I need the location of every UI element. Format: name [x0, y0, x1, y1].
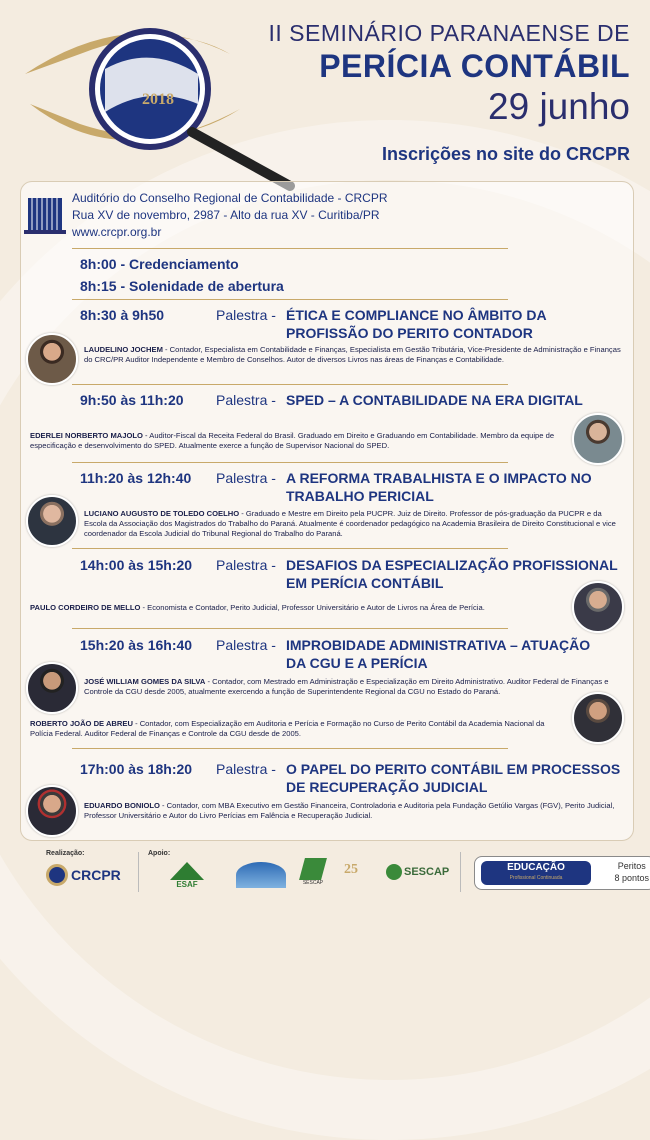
speaker-bio: EDERLEI NORBERTO MAJOLO - Auditor-Fiscal da Receita Federal do Brasil. Graduado em Direito e Graduando em Contabilidade. Membro da equipe de especificação e desenvolvimento do SPED. Atualmente exerce a função de Supervisor Nacional do SPED. — [30, 431, 555, 450]
speaker-photo — [26, 333, 78, 385]
ministry-logo — [236, 862, 286, 888]
venue-name: Auditório do Conselho Regional de Contabilidade - CRCPR — [72, 191, 388, 205]
lecture-title-line: SPED – A CONTABILIDADE NA ERA DIGITAL — [286, 392, 583, 408]
lecture-title — [286, 760, 634, 796]
building-icon — [24, 190, 66, 236]
event-date: 29 junho — [488, 86, 630, 127]
speaker-photo — [26, 785, 78, 837]
speaker-bio: EDUARDO BONIOLO - Contador, com MBA Executivo em Gestão Financeira, Controladoria e Auditoria pela Fundação Getúlio Vargas (FGV), Perito Judicial, Professor Universitário e Autor do Livro Perícias em Falência e Recuperação Judicial. — [84, 801, 615, 820]
sescap-emblem: SESCAP — [302, 858, 324, 886]
lecture-title-line: O PAPEL DO PERITO CONTÁBIL EM PROCESSOS — [286, 761, 621, 777]
lecture-label: Palestra - — [216, 557, 276, 573]
lecture-time: 8h:30 à 9h50 — [80, 307, 165, 323]
lecture-title-line: DESAFIOS DA ESPECIALIZAÇÃO PROFISSIONAL — [286, 557, 618, 573]
lecture-label: Palestra - — [216, 470, 276, 486]
lecture-title — [286, 636, 626, 672]
lecture-title-line: DE RECUPERAÇÃO JUDICIAL — [286, 779, 488, 795]
sponsor-footer — [20, 846, 649, 896]
venue-info — [72, 190, 388, 241]
lecture-time: 14h:00 às 15h:20 — [80, 557, 193, 573]
crcpr-logo: CRCPR — [46, 864, 121, 886]
lecture-title-line: TRABALHO PERICIAL — [286, 488, 434, 504]
divider — [72, 748, 508, 749]
lecture-title — [286, 556, 631, 592]
realizacao-label: Realização: — [46, 850, 85, 857]
educacao-logo: EDUCAÇÃO Profissional Continuada — [481, 861, 591, 885]
divider — [72, 299, 508, 300]
speaker-photo — [572, 581, 624, 633]
peritos-points: Peritos 8 pontos — [614, 861, 649, 883]
lecture-title-line: DA CGU E A PERÍCIA — [286, 655, 428, 671]
lecture-label: Palestra - — [216, 761, 276, 777]
lecture-title — [286, 306, 626, 342]
speaker-photo — [26, 495, 78, 547]
schedule-item: 8h:15 - Solenidade de abertura — [80, 278, 284, 294]
venue-address: Rua XV de novembro, 2987 - Alto da rua XV - Curitiba/PR — [72, 208, 380, 222]
speaker-bio: PAULO CORDEIRO DE MELLO - Economista e Contador, Perito Judicial, Professor Universitário e Autor de Livros na Área de Perícia. — [30, 603, 485, 612]
speaker-photo — [26, 662, 78, 714]
divider — [72, 462, 508, 463]
seminar-title-line2: PERÍCIA CONTÁBIL — [319, 48, 630, 84]
lecture-title — [286, 469, 626, 505]
speaker-bio: ROBERTO JOÃO DE ABREU - Contador, com Especialização em Auditoria e Perícia e Formação no Curso de Perito Contábil da Academia Nacional da Polícia Federal. Auditor Federal de Finanças e Controle da CGU desde de 2005. — [30, 719, 545, 738]
speaker-bio: JOSÉ WILLIAM GOMES DA SILVA - Contador, com Mestrado em Administração e Especialização em Direito Administrativo. Auditor Federal de Finanças e Controle da CGU desde 2005, atualmente exercendo a função de Superintendente Regional da CGU no Estado do Paraná. — [84, 677, 609, 696]
seminar-title-line1: II SEMINÁRIO PARANAENSE DE — [268, 20, 630, 46]
schedule-item: 8h:00 - Credenciamento — [80, 256, 239, 272]
education-program-badge — [474, 856, 650, 890]
divider — [72, 548, 508, 549]
lecture-title-line: A REFORMA TRABALHISTA E O IMPACTO NO — [286, 470, 592, 486]
lecture-title-line: PROFISSÃO DO PERITO CONTADOR — [286, 325, 533, 341]
speaker-photo — [572, 692, 624, 744]
divider — [72, 628, 508, 629]
speaker-bio: LUCIANO AUGUSTO DE TOLEDO COELHO - Graduado e Mestre em Direito pela PUCPR. Juiz de Direito. Professor de pós-graduação da PUCPR e da Escola da Associação dos Magistrados do Trabalho do Paraná. Atualmente é coordenador pedagógico na Academia Brasileira de Direito Constitucional e vice coordenador da Escola Judicial do Tribunal Regional do Trabalho do Paraná. — [84, 509, 616, 538]
anniversary-logo: 25 — [344, 862, 358, 877]
lecture-label: Palestra - — [216, 392, 276, 408]
divider — [72, 248, 508, 249]
divider — [72, 384, 508, 385]
registration-note: Inscrições no site do CRCPR — [381, 144, 630, 164]
lecture-label: Palestra - — [216, 307, 276, 323]
divider — [460, 852, 461, 892]
lecture-title-line: IMPROBIDADE ADMINISTRATIVA – ATUAÇÃO — [286, 637, 591, 653]
lecture-title-line: ÉTICA E COMPLIANCE NO ÂMBITO DA — [286, 307, 547, 323]
lecture-title-line: EM PERÍCIA CONTÁBIL — [286, 575, 444, 591]
speaker-photo — [572, 413, 624, 465]
lecture-time: 9h:50 às 11h:20 — [80, 392, 184, 408]
lecture-time: 15h:20 às 16h:40 — [80, 637, 193, 653]
lecture-time: 11h:20 às 12h:40 — [80, 470, 192, 486]
sescap-parana-logo: SESCAP — [386, 864, 449, 880]
year-badge: 2018 — [142, 91, 174, 108]
apoio-label: Apoio: — [148, 850, 171, 857]
divider — [138, 852, 139, 892]
lecture-title — [286, 391, 626, 409]
esaf-logo: ESAF — [170, 862, 204, 889]
lecture-time: 17h:00 às 18h:20 — [80, 761, 193, 777]
lecture-label: Palestra - — [216, 637, 276, 653]
venue-website[interactable]: www.crcpr.org.br — [72, 225, 162, 239]
speaker-bio: LAUDELINO JOCHEM - Contador, Especialista em Contabilidade e Finanças, Especialista em Gestão Tributária, Vice-Presidente de Administração e Finanças do CRC/PR Auditor Independente e Membro de Conselhos. Autor de diversos Livros nas áreas de Finanças e Contabilidade. — [84, 345, 621, 364]
